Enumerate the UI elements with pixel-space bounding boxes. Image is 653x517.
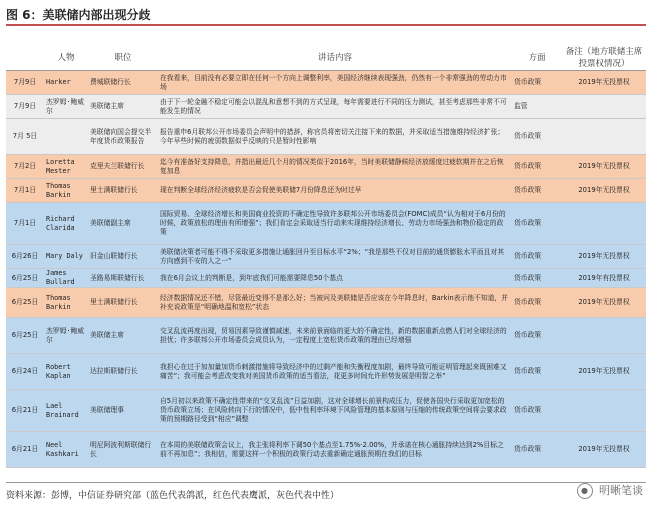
cell-role: 里士满联储行长 [88,288,158,318]
table-row [6,318,646,354]
cell-role: 美联储主席 [88,318,158,354]
cell-date: 6月21日 [6,432,44,468]
cell-date: 6月25日 [6,318,44,354]
cell-speech: 在本周的美联储政策会议上，我主张将利率下调50个基点至1.75%-2.00%，并承诺在核心通胀持续达到2%目标之前不再加息”；我相信，需要这样一个积极的政策行动去重新确定通胀预期在我们的目标 [158,432,512,468]
table-row [6,354,646,390]
cell-date: 6月25日 [6,269,44,288]
cell-person: Mary Daly [44,245,88,269]
cell-person [44,119,88,155]
cell-person: 杰罗姆·鲍威尔 [44,318,88,354]
cell-note: 2019年无投票权 [562,179,646,203]
cell-person: Thomas Barkin [44,179,88,203]
cell-date: 7月 5日 [6,119,44,155]
cell-speech: 交叉乱流再度出现，贸易因素导致谨慎减速，未来前景面临的更大的不确定性，新的数据重新点燃人们对全球经济的担忧；许多联邦公开市场委员会成员认为，一定程度上宽松货币政策的理由已经增强 [158,318,512,354]
header-person: 人物 [44,44,88,71]
cell-date: 6月24日 [6,354,44,390]
cell-role: 美联储主席 [88,95,158,119]
cell-note [562,95,646,119]
cell-note: 2019年无投票权 [562,432,646,468]
cell-speech: 我担心在过于加加量加货币刺激措施将导致经济中的过剩产能和失衡程度加剧，最终导致可能证明管理起来既困难又痛苦”；我可能会考虑改变我对美国货币政策的适当看法，花更多时间允许形势发展是明智之举” [158,354,512,390]
wechat-logo-icon: ● [577,483,593,499]
table-row [6,432,646,468]
cell-person: Thomas Barkin [44,288,88,318]
cell-note: 2019年无投票权 [562,288,646,318]
cell-person: 杰罗姆·鲍威尔 [44,95,88,119]
cell-note [562,318,646,354]
cell-date: 7月1日 [6,179,44,203]
fed-divergence-table [6,44,646,468]
cell-speech: 自5月初以来政策不确定性带来的“交叉乱流”日益加剧，这对全球增长前景构成压力，促使各国央行采取更加宽松的货币政策立场；在风险转向下行的情况中，低中性利率环境下风险管理的基本原则与压缩的传统政策空间将会要求政策的预期路径受到“相应”调整 [158,390,512,432]
figure-title-text: 图 6：美联储内部出现分歧 [6,8,151,22]
table-row [6,95,646,119]
cell-role: 旧金山联储行长 [88,245,158,269]
cell-aspect: 货币政策 [512,318,562,354]
cell-aspect: 货币政策 [512,269,562,288]
cell-aspect: 监管 [512,95,562,119]
cell-role: 圣路易斯联储行长 [88,269,158,288]
cell-note [562,203,646,245]
cell-date: 6月26日 [6,245,44,269]
cell-role: 克里夫兰联储行长 [88,155,158,179]
header-date [6,44,44,71]
cell-aspect: 货币政策 [512,354,562,390]
cell-note: 2019年无投票权 [562,155,646,179]
cell-aspect: 货币政策 [512,155,562,179]
cell-speech: 由于下一轮金融不稳定可能会以混乱和意想不到的方式呈现，每年需要进行不同的压力测试，甚至考虑那些非常不可能发生的情况 [158,95,512,119]
table-row [6,119,646,155]
cell-note: 2019年无投票权 [562,71,646,95]
cell-person: James Bullard [44,269,88,288]
cell-aspect: 货币政策 [512,179,562,203]
cell-note: 2019年有投票权 [562,269,646,288]
table-header-row [6,44,646,71]
cell-aspect: 货币政策 [512,203,562,245]
cell-aspect: 货币政策 [512,71,562,95]
watermark-text: 明晰笔谈 [599,484,643,497]
cell-role: 里士满联储行长 [88,179,158,203]
cell-speech: 经济数据情况还不错，尽管最近变得不是那么好；当被问及美联储是否应该在今年降息时，Barkin表示他不知道，并补充说政策是“明确地温和宽松”状态 [158,288,512,318]
header-role: 职位 [88,44,158,71]
cell-aspect: 货币政策 [512,245,562,269]
header-speech: 讲话内容 [158,44,512,71]
source-text: 资料来源：彭博，中信证券研究部（蓝色代表鸽派，红色代表鹰派，灰色代表中性） [6,491,340,501]
cell-person: Neel Kashkari [44,432,88,468]
cell-note [562,119,646,155]
cell-person: Richard Clarida [44,203,88,245]
cell-note: 2019年无投票权 [562,354,646,390]
source-note [6,488,646,501]
table-row [6,203,646,245]
cell-speech: 报告重申6月联邦公开市场委员会声明中的措辞，称官员将密切关注接下来的数据，并采取适当措施维持经济扩张；今年早些时候的疲弱数据似乎反映的只是暂时性影响 [158,119,512,155]
cell-speech: 美联储决策者可能不得不采取更多措施让通胀回升至目标水平“2%；“我是那些不仅对目前的通货膨胀水平而且对其方向感到不安的人之一” [158,245,512,269]
cell-date: 7月1日 [6,203,44,245]
header-aspect: 方面 [512,44,562,71]
table-row [6,71,646,95]
cell-aspect: 货币政策 [512,288,562,318]
cell-speech: 国际贸易、全球经济增长和美国商业投资的不确定性导致许多联邦公开市场委员会(FOMC)成员“认为相对于6月份的时候，政策放松的理由有所增强”；我们肯定会采取适当行动来实现维持经济增长、劳动力市场强劲和物价稳定的政策 [158,203,512,245]
cell-speech: 我在6月会议上的判断是，到年底我们可能需要降息50个基点 [158,269,512,288]
table-row [6,179,646,203]
footer-divider [6,482,646,483]
cell-role: 美联储副主席 [88,203,158,245]
cell-aspect: 货币政策 [512,119,562,155]
watermark [577,482,644,499]
cell-role: 明尼阿波利斯联储行长 [88,432,158,468]
cell-aspect: 货币政策 [512,390,562,432]
cell-note [562,390,646,432]
cell-role: 达拉斯联储行长 [88,354,158,390]
figure-title [6,4,646,26]
title-underline [6,24,646,26]
cell-aspect: 货币政策 [512,432,562,468]
cell-speech: 在我看来，目前没有必要立即在任何一个方向上调整利率，美国经济继续表现强劲，仍然有一个非常强劲的劳动力市场 [158,71,512,95]
cell-role: 美联储向国会提交半年度货币政策报告 [88,119,158,155]
cell-person: Lael Brainard [44,390,88,432]
cell-role: 费城联储行长 [88,71,158,95]
cell-date: 6月21日 [6,390,44,432]
cell-date: 7月2日 [6,155,44,179]
table-row [6,269,646,288]
cell-person: Harker [44,71,88,95]
header-note: 备注（地方联储主席投票权情况） [562,44,646,71]
table-row [6,288,646,318]
table-row [6,155,646,179]
cell-speech: 现在判断全球经济经济疲软是否会促使美联储7月份降息还为时过早 [158,179,512,203]
cell-role: 美联储理事 [88,390,158,432]
cell-date: 6月25日 [6,288,44,318]
cell-date: 7月9日 [6,71,44,95]
cell-person: Robert Kaplan [44,354,88,390]
table-row [6,245,646,269]
cell-date: 7月9日 [6,95,44,119]
cell-speech: 迄今有准备好支持降息，并指出最近几个月的情况类似于2016年，当时美联储静候经济放缓度过疲软期并在之后恢复加息 [158,155,512,179]
cell-note: 2019年无投票权 [562,245,646,269]
cell-person: Loretta Mester [44,155,88,179]
table-row [6,390,646,432]
